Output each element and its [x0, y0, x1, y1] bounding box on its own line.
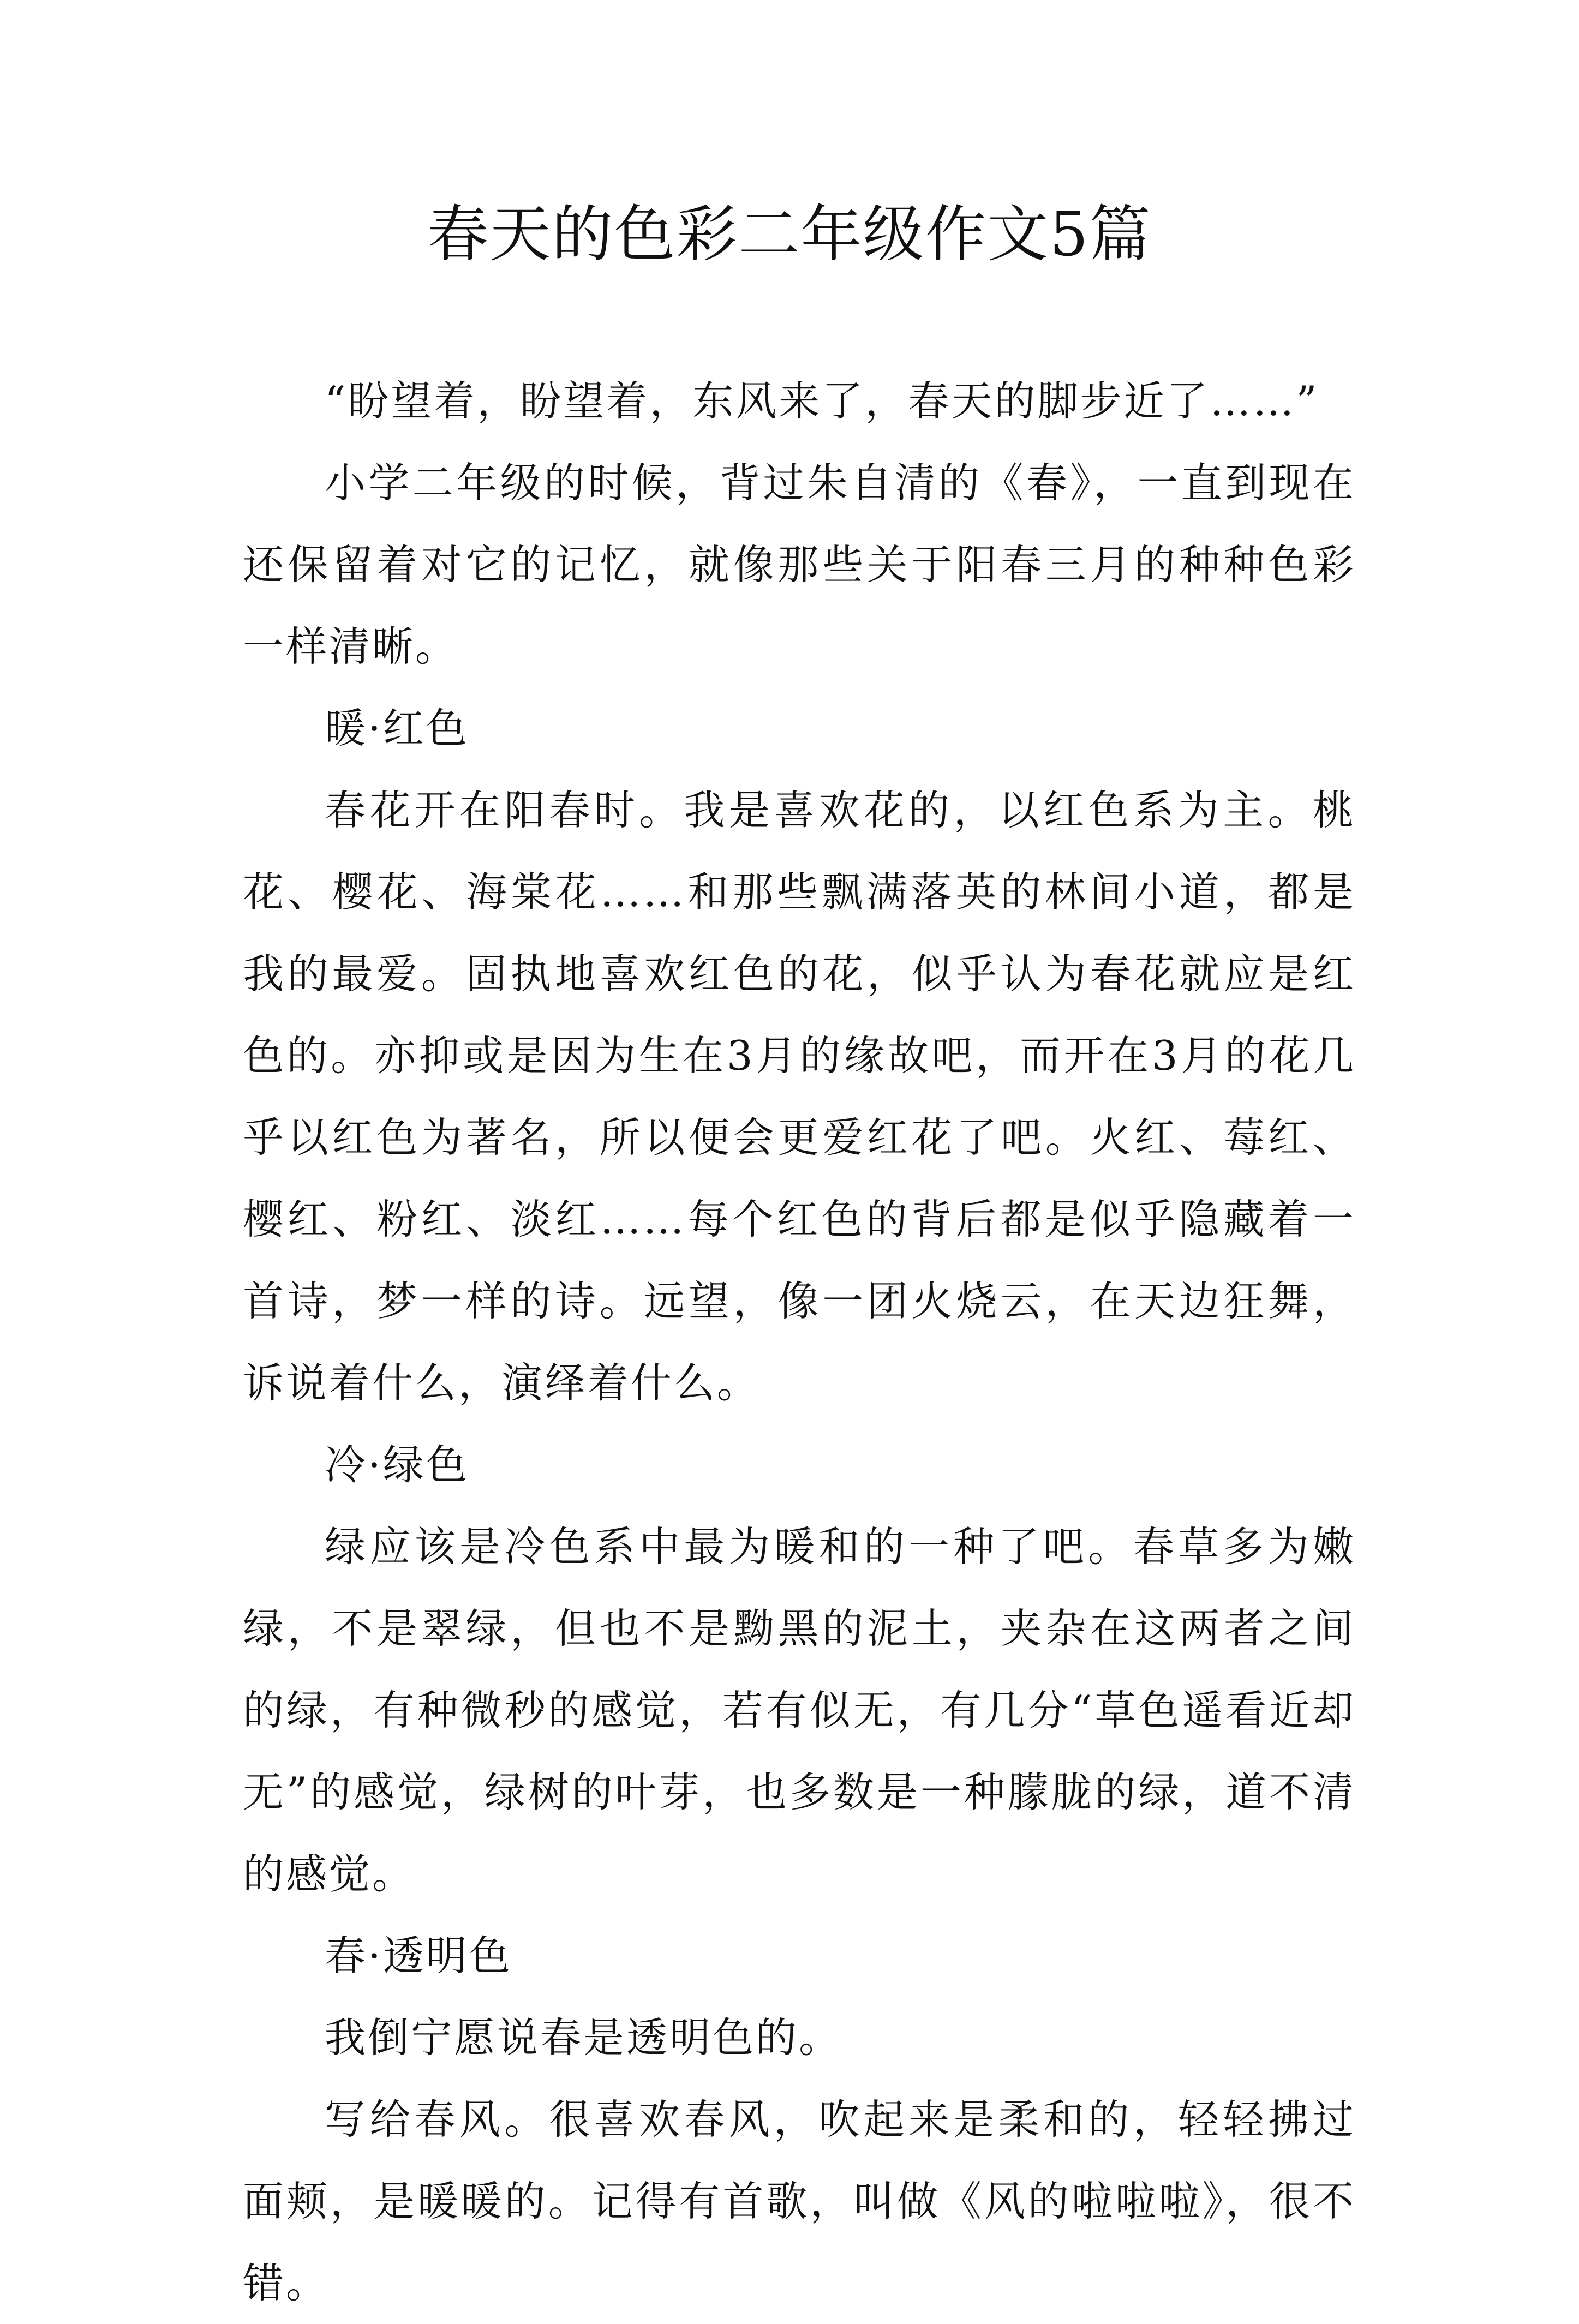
paragraph-intro: 小学二年级的时候，背过朱自清的《春》，一直到现在还保留着对它的记忆，就像那些关于阳春三月的种种色彩一样清晰。 [243, 459, 1356, 670]
paragraph-red: 春花开在阳春时。我是喜欢花的，以红色系为主。桃花、樱花、海棠花……和那些飘满落英的林间小道，都是我的最爱。固执地喜欢红色的花，似乎认为春花就应是红色的。亦抑或是因为生在3月的缘故吧，而开在3月的花几乎以红色为著名，所以便会更爱红花了吧。火红、莓红、樱红、粉红、淡红……每个红色的背后都是似乎隐藏着一首诗，梦一样的诗。远望，像一团火烧云，在天边狂舞，诉说着什么，演绎着什么。 [243, 786, 1356, 1407]
paragraph-green: 绿应该是冷色系中最为暖和的一种了吧。春草多为嫩绿，不是翠绿，但也不是黝黑的泥土，夹杂在这两者之间的绿，有种微秒的感觉，若有似无，有几分“草色遥看近却无”的感觉，绿树的叶芽，也多数是一种朦胧的绿，道不清的感觉。 [243, 1523, 1356, 1898]
section-heading-spring-transparent: 春·透明色 [325, 1932, 512, 1980]
section-heading-warm-red: 暖·红色 [325, 704, 469, 752]
paragraph-transparent: 我倒宁愿说春是透明色的。 [325, 2014, 842, 2062]
section-heading-cool-green: 冷·绿色 [325, 1441, 469, 1489]
document-body [243, 360, 1356, 2324]
paragraph-spring-wind: 写给春风。很喜欢春风，吹起来是柔和的，轻轻拂过面颊，是暖暖的。记得有首歌，叫做《风的啦啦啦》，很不错。 [243, 2095, 1356, 2307]
document-title: 春天的色彩二年级作文5篇 [427, 199, 1152, 270]
paragraph-quote: “盼望着，盼望着，东风来了，春天的脚步近了……” [325, 377, 1319, 425]
